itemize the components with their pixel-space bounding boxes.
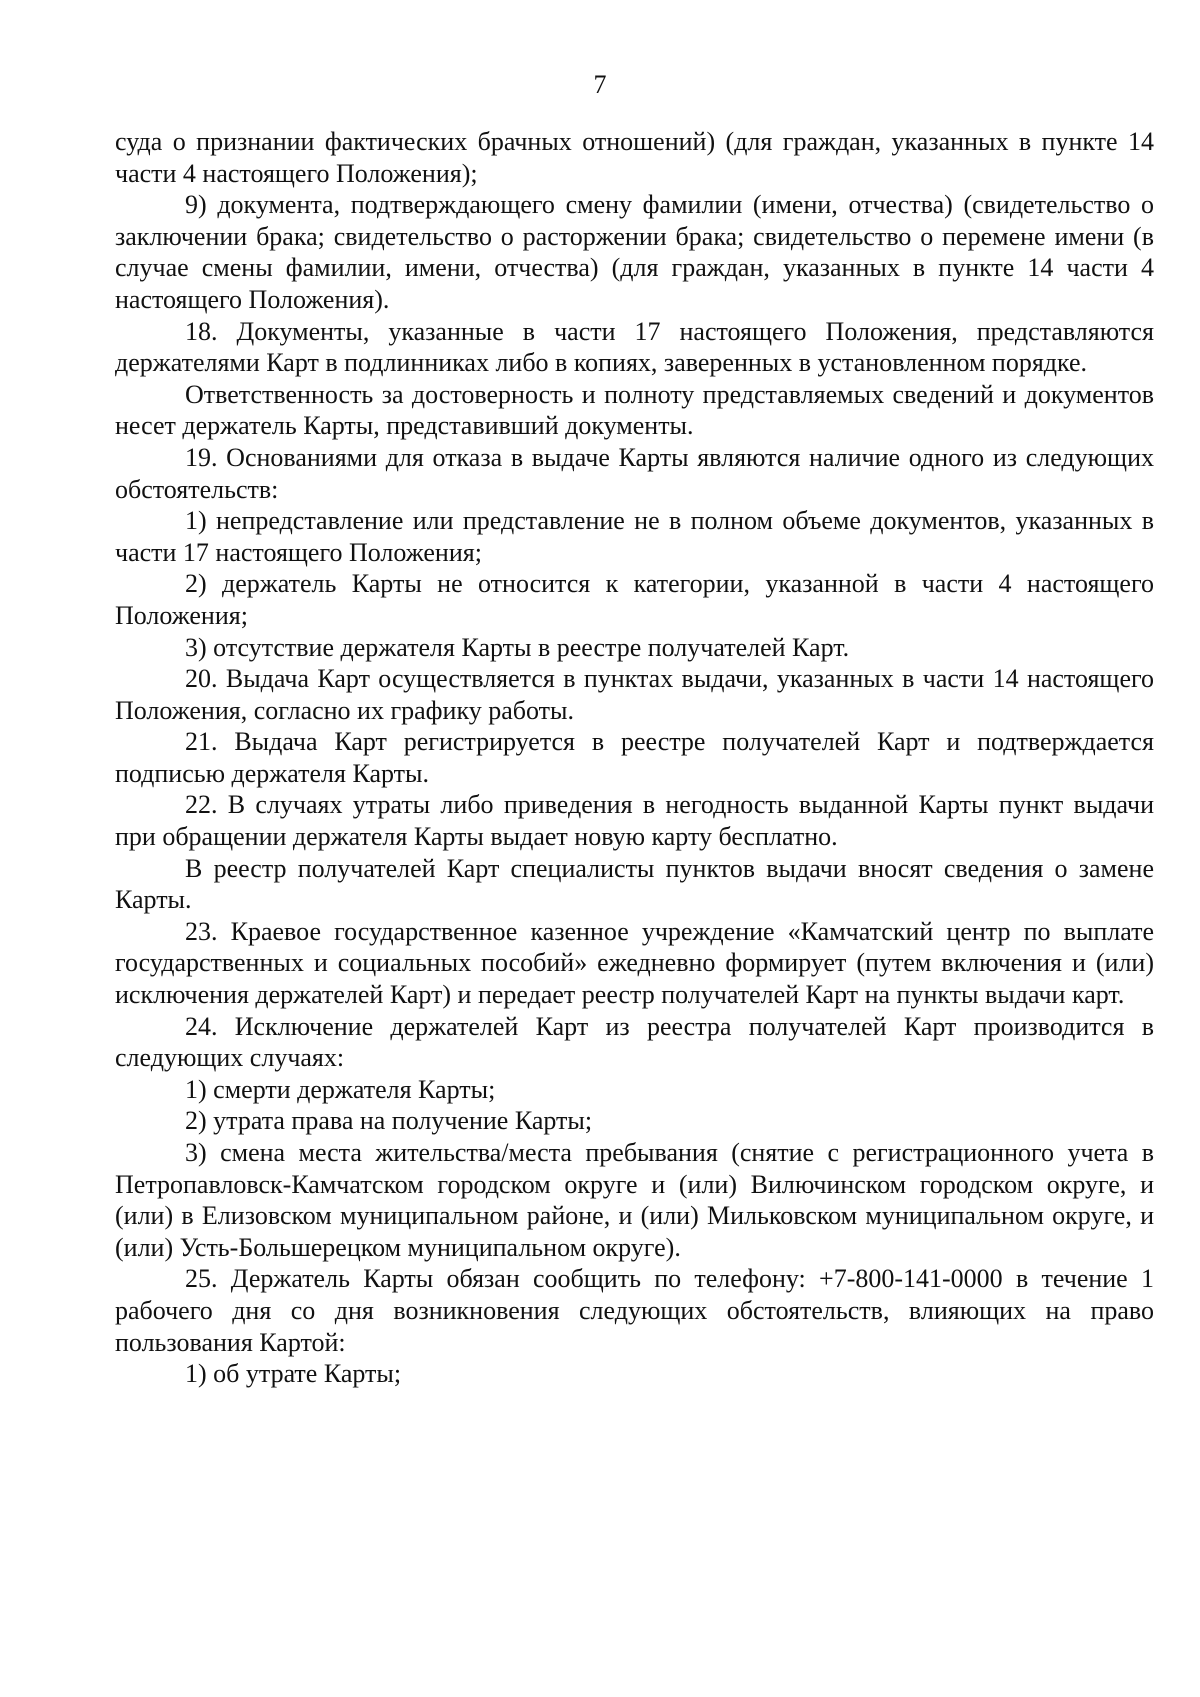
paragraph: 20. Выдача Карт осуществляется в пунктах выдачи, указанных в части 14 настоящего Положения, согласно их графику работы. bbox=[115, 664, 1154, 725]
paragraph: суда о признании фактических брачных отношений) (для граждан, указанных в пункте 14 части 4 настоящего Положения); bbox=[115, 127, 1154, 188]
paragraph: 25. Держатель Карты обязан сообщить по телефону: +7-800-141-0000 в течение 1 рабочего дня со дня возникновения следующих обстоятельств, влияющих на право пользования Картой: bbox=[115, 1264, 1154, 1357]
paragraph: 23. Краевое государственное казенное учреждение «Камчатский центр по выплате государственных и социальных пособий» ежедневно формирует (путем включения и (или) исключения держателей Карт) и передает реестр получателей Карт на пункты выдачи карт. bbox=[115, 916, 1154, 1010]
paragraph: 19. Основаниями для отказа в выдаче Карты являются наличие одного из следующих обстоятельств: bbox=[115, 442, 1154, 504]
paragraph: 2) утрата права на получение Карты; bbox=[185, 1106, 593, 1136]
paragraph: В реестр получателей Карт специалисты пунктов выдачи вносят сведения о замене Карты. bbox=[115, 853, 1154, 915]
page-number: 7 bbox=[593, 70, 607, 99]
paragraph: 21. Выдача Карт регистрируется в реестре получателей Карт и подтверждается подписью держателя Карты. bbox=[115, 727, 1154, 788]
paragraph: 3) смена места жительства/места пребывания (снятие с регистрационного учета в Петропавловск-Камчатском городском округе и (или) Вилючинском городском округе, и (или) в Елизовском муниципальном районе, и (или) Мильковском муниципальном округе, и (или) Усть-Большерецком муниципальном округе). bbox=[115, 1138, 1154, 1262]
document-body bbox=[115, 126, 1154, 1390]
paragraph: 3) отсутствие держателя Карты в реестре получателей Карт. bbox=[185, 632, 850, 662]
paragraph: 9) документа, подтверждающего смену фамилии (имени, отчества) (свидетельство о заключении брака; свидетельство о расторжении брака; свидетельство о перемене имени (в случае смены фамилии, имени, отчества) (для граждан, указанных в пункте 14 части 4 настоящего Положения). bbox=[115, 190, 1154, 314]
paragraph: 24. Исключение держателей Карт из реестра получателей Карт производится в следующих случаях: bbox=[115, 1011, 1154, 1073]
paragraph: 1) смерти держателя Карты; bbox=[185, 1074, 496, 1104]
paragraph: 22. В случаях утраты либо приведения в негодность выданной Карты пункт выдачи при обращении держателя Карты выдает новую карту бесплатно. bbox=[115, 790, 1154, 852]
paragraph: 1) непредставление или представление не в полном объеме документов, указанных в части 17 настоящего Положения; bbox=[115, 506, 1154, 567]
paragraph: 2) держатель Карты не относится к категории, указанной в части 4 настоящего Положения; bbox=[115, 569, 1154, 630]
paragraph: Ответственность за достоверность и полноту представляемых сведений и документов несет держатель Карты, представивший документы. bbox=[115, 379, 1154, 441]
paragraph: 18. Документы, указанные в части 17 настоящего Положения, представляются держателями Карт в подлинниках либо в копиях, заверенных в установленном порядке. bbox=[115, 316, 1154, 378]
paragraph: 1) об утрате Карты; bbox=[185, 1359, 402, 1389]
